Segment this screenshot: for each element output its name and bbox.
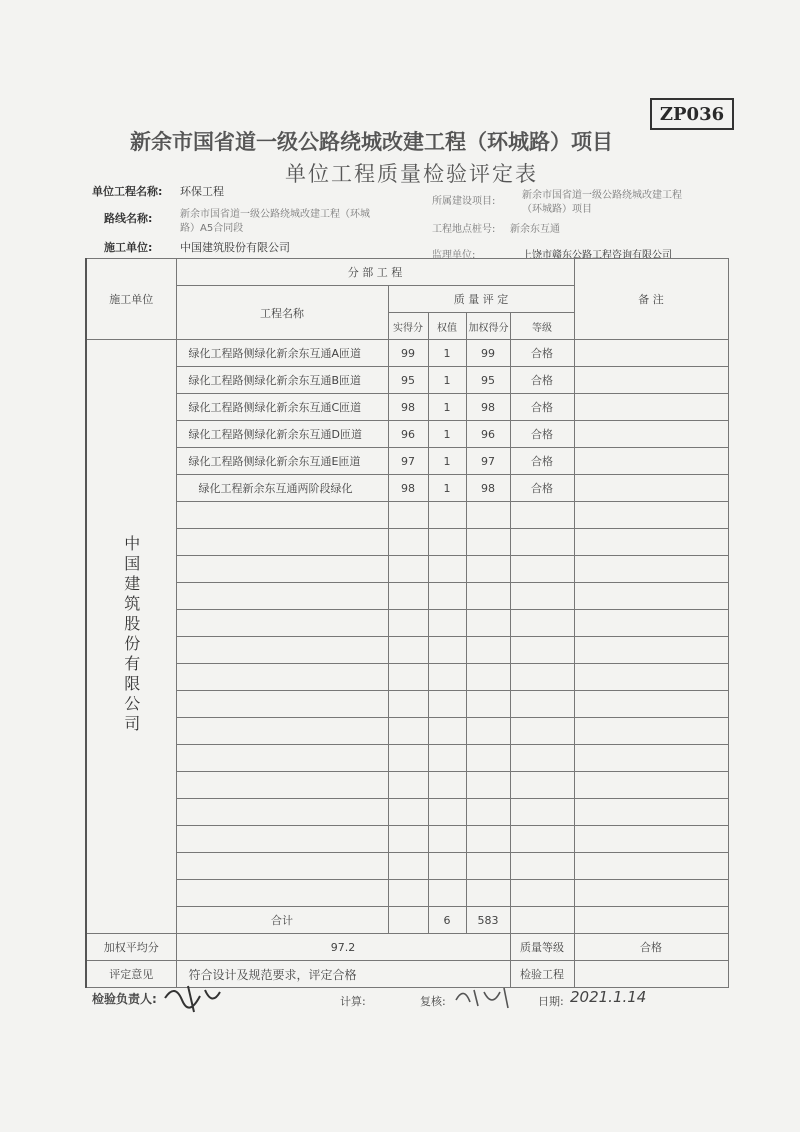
row-grade: 合格 [510,340,574,367]
date-value: 2021.1.14 [570,988,647,1006]
row-weighted: 95 [466,367,510,394]
location-value: 新余东互通 [510,224,560,235]
row-weighted: 98 [466,394,510,421]
row-project-name: 绿化工程路侧绿化新余东互通C匝道 [176,394,388,421]
parent-project-value-line2: （环城路）项目 [522,204,592,215]
total-remark [574,907,728,934]
row-weighted: 96 [466,421,510,448]
row-project-name: 绿化工程路侧绿化新余东互通B匝道 [176,367,388,394]
route-value-line2: 路）A5合同段 [180,223,244,234]
empty-row [86,799,728,826]
quality-grade-value: 合格 [574,934,728,961]
empty-row [86,772,728,799]
row-grade: 合格 [510,448,574,475]
header-score: 实得分 [388,313,428,340]
contractor-value: 中国建筑股份有限公司 [180,241,290,254]
location-label: 工程地点桩号: [432,224,496,235]
empty-row [86,556,728,583]
org-vertical-text: 中国建筑股份有限公司 [121,535,141,735]
supervisor-label: 监理单位: [432,250,476,261]
row-weighted: 98 [466,475,510,502]
supervisor-value: 上饶市赣东公路工程咨询有限公司 [522,250,672,261]
unit-project-value: 环保工程 [180,185,224,198]
total-score [388,907,428,934]
row-remark [574,394,728,421]
row-remark [574,448,728,475]
row-score: 95 [388,367,428,394]
parent-project-label: 所属建设项目: [432,196,496,207]
org-vertical-cell [86,340,176,934]
total-label: 合计 [176,907,388,934]
empty-row [86,691,728,718]
doc-subtitle: 单位工程质量检验评定表 [285,162,538,186]
empty-row [86,529,728,556]
quality-grade-label: 质量等级 [510,934,574,961]
calc-label: 计算: [340,995,366,1008]
unit-project-label: 单位工程名称: [92,185,163,198]
opinion-value: 符合设计及规范要求，评定合格 [176,961,510,988]
header-weighted: 加权得分 [466,313,510,340]
opinion-label: 评定意见 [86,961,176,988]
opinion-remark [574,961,728,988]
contractor-label: 施工单位: [104,241,153,254]
row-grade: 合格 [510,475,574,502]
row-score: 96 [388,421,428,448]
row-score: 98 [388,394,428,421]
empty-row [86,664,728,691]
avg-label: 加权平均分 [86,934,176,961]
row-weight: 1 [428,475,466,502]
row-score: 97 [388,448,428,475]
row-weight: 1 [428,340,466,367]
header-sub-project: 分 部 工 程 [176,259,574,286]
inspector-label: 检验负责人: [92,992,157,1006]
row-grade: 合格 [510,421,574,448]
review-label: 复核: [420,995,446,1008]
row-remark [574,421,728,448]
row-remark [574,367,728,394]
empty-row [86,826,728,853]
opinion-right: 检验工程 [510,961,574,988]
row-grade: 合格 [510,394,574,421]
empty-row [86,718,728,745]
header-grade: 等级 [510,313,574,340]
row-project-name: 绿化工程新余东互通两阶段绿化 [176,475,388,502]
empty-row [86,583,728,610]
route-value-line1: 新余市国省道一级公路绕城改建工程（环城 [180,209,370,220]
row-weight: 1 [428,448,466,475]
header-weight: 权值 [428,313,466,340]
row-project-name: 绿化工程路侧绿化新余东互通E匝道 [176,448,388,475]
empty-row [86,610,728,637]
row-weight: 1 [428,394,466,421]
total-weight: 6 [428,907,466,934]
header-construction-unit: 施工单位 [86,259,176,340]
date-label: 日期: [538,995,564,1008]
doc-code-box: ZP036 [650,98,734,130]
row-score: 98 [388,475,428,502]
avg-value: 97.2 [176,934,510,961]
row-weighted: 97 [466,448,510,475]
row-score: 99 [388,340,428,367]
header-remarks: 备 注 [574,259,728,340]
row-weight: 1 [428,367,466,394]
total-grade [510,907,574,934]
evaluation-table [85,258,729,988]
row-remark [574,340,728,367]
review-signature [452,982,522,1012]
doc-title: 新余市国省道一级公路绕城改建工程（环城路）项目 [130,130,613,154]
empty-row [86,502,728,529]
empty-row [86,745,728,772]
row-weighted: 99 [466,340,510,367]
row-weight: 1 [428,421,466,448]
empty-row [86,637,728,664]
row-project-name: 绿化工程路侧绿化新余东互通A匝道 [176,340,388,367]
route-label: 路线名称: [104,212,153,225]
row-remark [574,475,728,502]
inspector-signature [160,978,230,1018]
header-project-name: 工程名称 [176,286,388,340]
total-weighted: 583 [466,907,510,934]
row-project-name: 绿化工程路侧绿化新余东互通D匝道 [176,421,388,448]
header-quality: 质 量 评 定 [388,286,574,313]
empty-row [86,853,728,880]
row-grade: 合格 [510,367,574,394]
parent-project-value-line1: 新余市国省道一级公路绕城改建工程 [522,190,682,201]
empty-row [86,880,728,907]
